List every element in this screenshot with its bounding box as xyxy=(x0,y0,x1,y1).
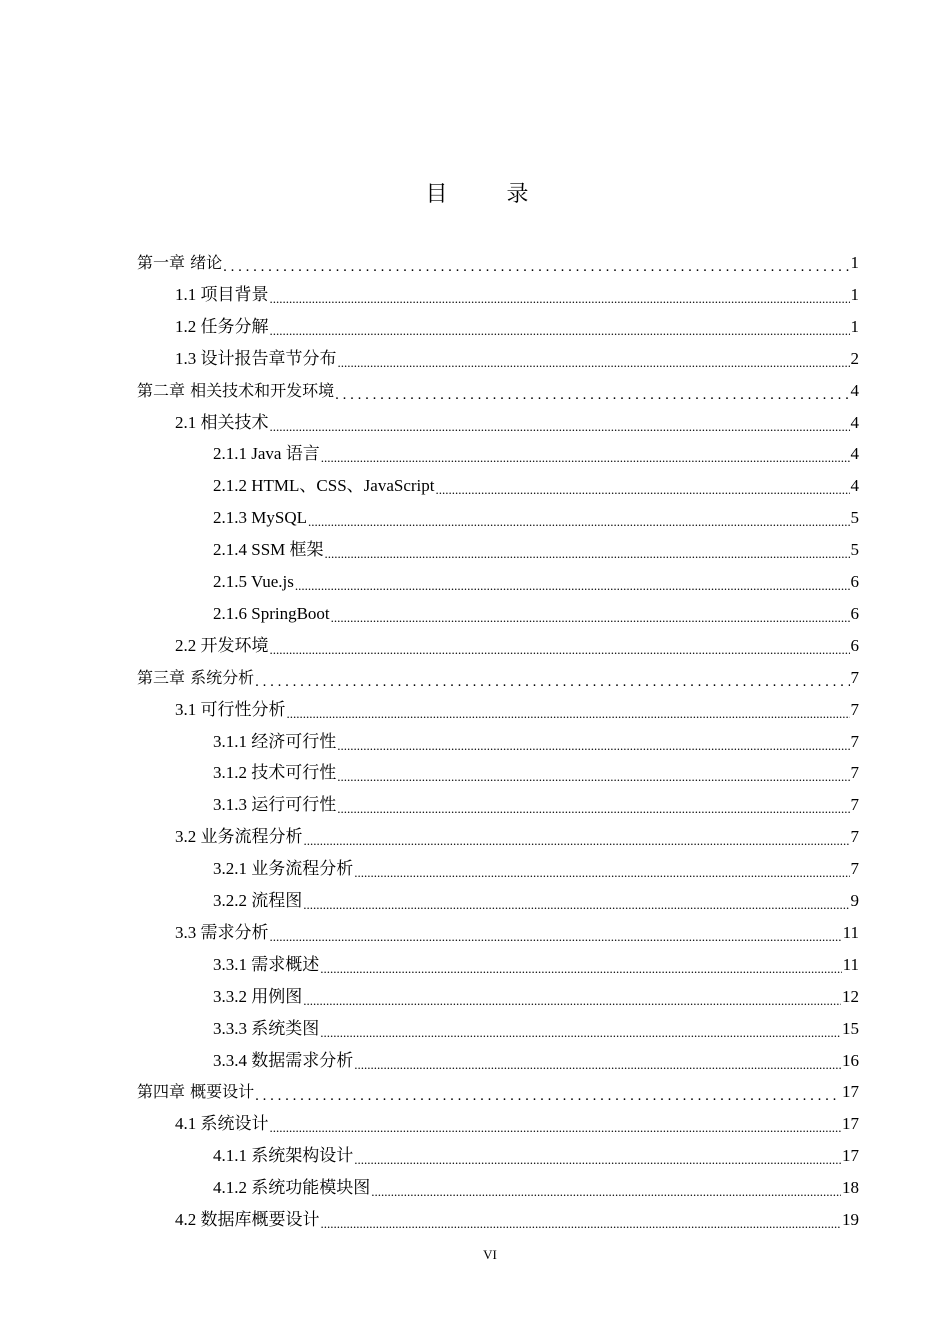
toc-section-entry[interactable] xyxy=(175,914,859,944)
toc-entry-label: 第三章 系统分析 xyxy=(137,667,255,687)
toc-entry-label: 2.1.6 SpringBoot xyxy=(213,603,330,623)
toc-entry-label: 2.1.4 SSM 框架 xyxy=(213,540,324,560)
toc-entry-label: 3.3.3 系统类图 xyxy=(213,1018,320,1038)
toc-page-number: 4 xyxy=(850,412,859,432)
toc-section-entry[interactable] xyxy=(175,404,859,434)
toc-dot-leader xyxy=(223,256,849,274)
toc-entry-label: 3.1.3 运行可行性 xyxy=(213,795,337,815)
toc-dot-leader xyxy=(435,479,849,497)
toc-page-number: 12 xyxy=(842,986,859,1006)
toc-dot-leader xyxy=(331,607,850,625)
toc-subsection-entry[interactable] xyxy=(213,850,859,880)
toc-chapter-entry[interactable] xyxy=(137,372,859,402)
toc-dot-leader xyxy=(321,447,850,465)
toc-dot-leader xyxy=(321,1213,842,1231)
toc-dot-leader xyxy=(270,416,850,434)
toc-entry-label: 2.1.5 Vue.js xyxy=(213,572,294,591)
toc-section-entry[interactable] xyxy=(175,818,859,848)
toc-subsection-entry[interactable] xyxy=(213,723,859,753)
page-number: VI xyxy=(483,1247,497,1262)
toc-subsection-entry[interactable] xyxy=(213,563,859,593)
toc-subsection-entry[interactable] xyxy=(213,595,859,625)
toc-chapter-entry[interactable] xyxy=(137,1073,859,1103)
toc-page-number: 1 xyxy=(850,316,859,336)
toc-entry-label: 1.3 设计报告章节分布 xyxy=(175,348,337,368)
toc-page-number: 11 xyxy=(842,922,859,942)
toc-dot-leader xyxy=(295,575,850,593)
toc-entry-label: 3.3 需求分析 xyxy=(175,922,269,942)
toc-page-number: 7 xyxy=(850,699,859,719)
toc-dot-leader xyxy=(308,511,850,529)
toc-dot-leader xyxy=(325,543,850,561)
toc-section-entry[interactable] xyxy=(175,627,859,657)
toc-dot-leader xyxy=(270,320,850,338)
toc-subsection-entry[interactable] xyxy=(213,435,859,465)
toc-subsection-entry[interactable] xyxy=(213,1137,859,1167)
toc-subsection-entry[interactable] xyxy=(213,946,859,976)
toc-entry-label: 4.1.2 系统功能模块图 xyxy=(213,1178,371,1198)
toc-section-entry[interactable] xyxy=(175,276,859,306)
toc-page-number: 5 xyxy=(850,508,859,528)
toc-entry-label: 2.1 相关技术 xyxy=(175,412,269,432)
toc-page-number: 7 xyxy=(850,763,859,783)
toc-entry-label: 第四章 概要设计 xyxy=(137,1082,255,1102)
toc-entry-label: 第二章 相关技术和开发环境 xyxy=(137,380,335,400)
toc-dot-leader xyxy=(255,1085,841,1103)
toc-page-number: 6 xyxy=(850,603,859,623)
toc-entry-label: 4.1 系统设计 xyxy=(175,1114,269,1134)
toc-page-number: 4 xyxy=(850,444,859,464)
toc-dot-leader xyxy=(320,958,841,976)
toc-dot-leader xyxy=(270,639,850,657)
toc-section-entry[interactable] xyxy=(175,340,859,370)
toc-entry-label: 4.1.1 系统架构设计 xyxy=(213,1146,354,1166)
toc-dot-leader xyxy=(354,862,849,880)
toc-subsection-entry[interactable] xyxy=(213,531,859,561)
toc-dot-leader xyxy=(270,926,842,944)
toc-subsection-entry[interactable] xyxy=(213,978,859,1008)
toc-subsection-entry[interactable] xyxy=(213,1169,859,1199)
toc-entry-label: 3.1 可行性分析 xyxy=(175,699,286,719)
toc-entry-label: 1.1 项目背景 xyxy=(175,284,269,304)
toc-page-number: 7 xyxy=(850,731,859,751)
toc-page-number: 15 xyxy=(842,1018,859,1038)
toc-dot-leader xyxy=(303,894,849,912)
toc-subsection-entry[interactable] xyxy=(213,1042,859,1072)
toc-section-entry[interactable] xyxy=(175,691,859,721)
toc-dot-leader xyxy=(354,1149,841,1167)
toc-entry-label: 3.3.4 数据需求分析 xyxy=(213,1050,354,1070)
toc-dot-leader xyxy=(371,1181,841,1199)
toc-page-number: 17 xyxy=(842,1114,859,1134)
toc-dot-leader xyxy=(304,830,850,848)
toc-chapter-entry[interactable] xyxy=(137,244,859,274)
toc-section-entry[interactable] xyxy=(175,1105,859,1135)
toc-page-number: 1 xyxy=(850,284,859,304)
toc-page-number: 11 xyxy=(842,954,859,974)
toc-dot-leader xyxy=(270,1117,842,1135)
toc-entry-label: 3.1.1 经济可行性 xyxy=(213,731,337,751)
toc-dot-leader xyxy=(255,671,849,689)
toc-page-number: 2 xyxy=(850,348,859,368)
toc-entry-label: 4.2 数据库概要设计 xyxy=(175,1210,320,1229)
toc-page-number: 4 xyxy=(850,476,859,496)
toc-subsection-entry[interactable] xyxy=(213,754,859,784)
toc-entry-label: 3.2 业务流程分析 xyxy=(175,827,303,847)
toc-page-number: 5 xyxy=(850,540,859,560)
toc-entry-label: 1.2 任务分解 xyxy=(175,316,269,336)
toc-page-number: 19 xyxy=(842,1210,859,1229)
toc-subsection-entry[interactable] xyxy=(213,1010,859,1040)
toc-page-number: 1 xyxy=(850,253,859,272)
toc-page-number: 17 xyxy=(842,1146,859,1166)
toc-dot-leader xyxy=(338,352,850,370)
toc-entry-label: 3.2.1 业务流程分析 xyxy=(213,859,354,879)
toc-page-number: 16 xyxy=(842,1050,859,1070)
toc-subsection-entry[interactable] xyxy=(213,882,859,912)
toc-subsection-entry[interactable] xyxy=(213,499,859,529)
toc-dot-leader xyxy=(320,1022,841,1040)
toc-page-number: 6 xyxy=(850,635,859,655)
toc-page-number: 6 xyxy=(850,572,859,591)
toc-dot-leader xyxy=(303,990,841,1008)
toc-entry-label: 2.1.2 HTML、CSS、JavaScript xyxy=(213,476,435,496)
toc-dot-leader xyxy=(337,766,849,784)
toc-page-number: 17 xyxy=(842,1082,859,1102)
toc-page-number: 7 xyxy=(850,859,859,879)
toc-entry-label: 3.2.2 流程图 xyxy=(213,891,303,910)
toc-entry-label: 第一章 绪论 xyxy=(137,253,223,272)
toc-dot-leader xyxy=(335,384,849,402)
toc-page-number: 4 xyxy=(850,380,859,400)
page-title: 目 录 xyxy=(425,182,555,207)
toc-dot-leader xyxy=(337,798,849,816)
toc-page-number: 18 xyxy=(842,1178,859,1198)
toc-subsection-entry[interactable] xyxy=(213,786,859,816)
toc-page-number: 7 xyxy=(850,795,859,815)
toc-entry-label: 3.3.2 用例图 xyxy=(213,986,303,1006)
toc-dot-leader xyxy=(354,1054,841,1072)
toc-chapter-entry[interactable] xyxy=(137,659,859,689)
toc-page-number: 9 xyxy=(850,891,859,910)
toc-entry-label: 2.1.1 Java 语言 xyxy=(213,444,320,464)
toc-subsection-entry[interactable] xyxy=(213,467,859,497)
toc-entry-label: 3.1.2 技术可行性 xyxy=(213,763,337,783)
toc-dot-leader xyxy=(270,288,850,306)
toc-entry-label: 2.1.3 MySQL xyxy=(213,508,307,528)
toc-entry-label: 3.3.1 需求概述 xyxy=(213,954,320,974)
toc-section-entry[interactable] xyxy=(175,1201,859,1231)
toc-page-number: 7 xyxy=(850,667,859,687)
toc-dot-leader xyxy=(337,735,849,753)
toc-page-number: 7 xyxy=(850,827,859,847)
toc-section-entry[interactable] xyxy=(175,308,859,338)
toc-dot-leader xyxy=(287,703,850,721)
toc-entry-label: 2.2 开发环境 xyxy=(175,635,269,655)
